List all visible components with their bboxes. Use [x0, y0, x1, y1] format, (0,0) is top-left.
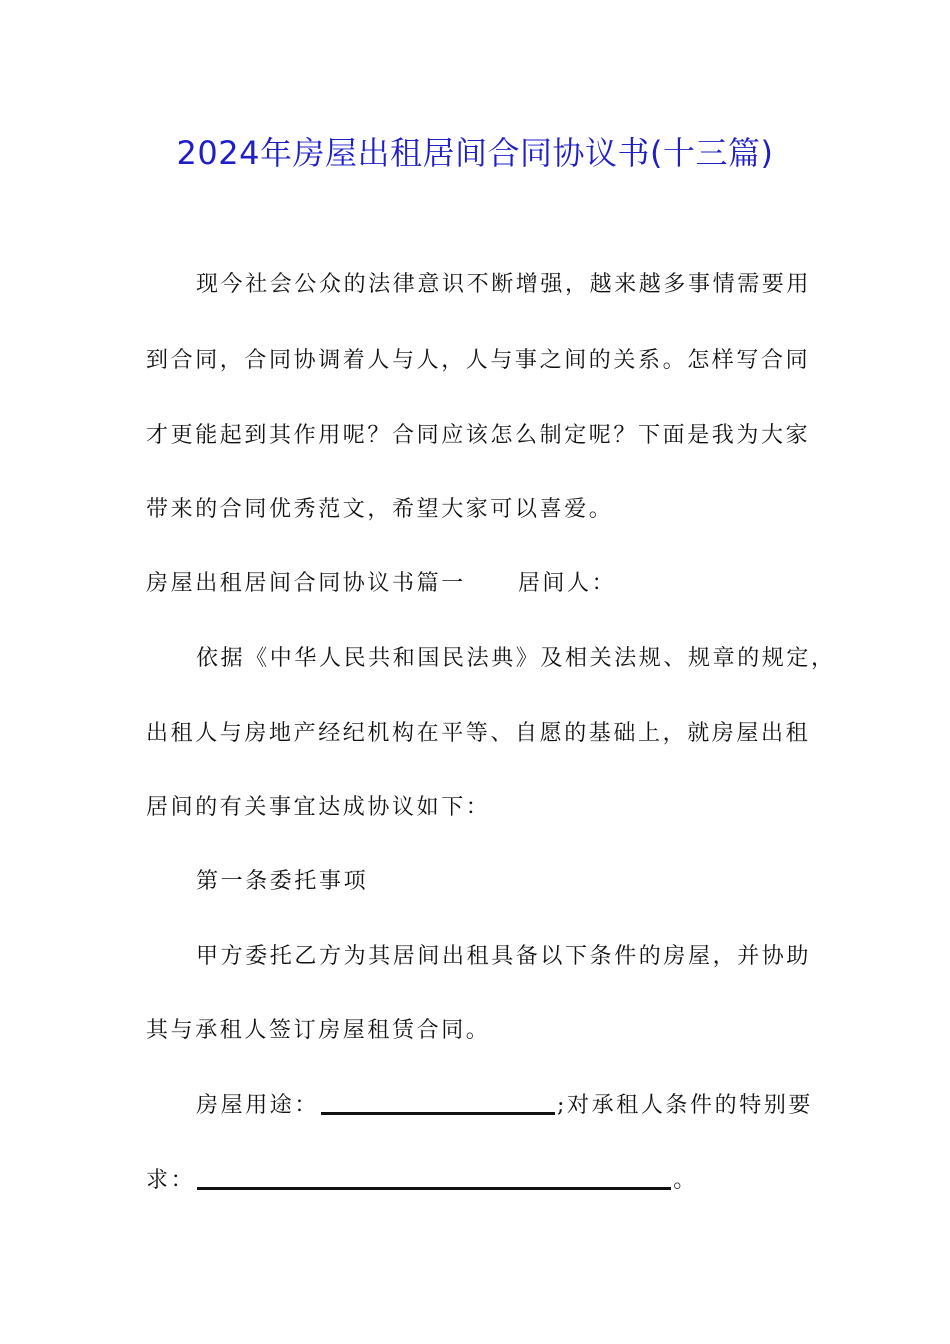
requirement-blank[interactable]: [197, 1165, 671, 1190]
chapter-heading-line: [146, 564, 616, 604]
requirement-label: 求：: [146, 1168, 196, 1193]
requirement-line: [146, 1161, 698, 1201]
intro-line-4: 带来的合同优秀范文，希望大家可以喜爱。: [146, 497, 614, 522]
party-label: 居间人：: [517, 571, 617, 596]
basis-line-3: 居间的有关事宜达成协议如下：: [146, 795, 491, 820]
document-title: 2024年房屋出租居间合同协议书(十三篇): [176, 134, 774, 172]
article1-heading: 第一条委托事项: [196, 869, 369, 894]
intro-line-2: 到合同，合同协调着人与人，人与事之间的关系。怎样写合同: [146, 348, 811, 373]
usage-label: 房屋用途：: [196, 1093, 320, 1118]
usage-line: [196, 1086, 813, 1126]
article1-line-1: 甲方委托乙方为其居间出租具备以下条件的房屋，并协助: [196, 944, 812, 969]
basis-line-1: 依据《中华人民共和国民法典》及相关法规、规章的规定，: [196, 646, 836, 671]
usage-after: ;对承租人条件的特别要: [557, 1093, 814, 1118]
intro-line-3: 才更能起到其作用呢？合同应该怎么制定呢？下面是我为大家: [146, 423, 811, 448]
basis-line-2: 出租人与房地产经纪机构在平等、自愿的基础上，就房屋出租: [146, 721, 811, 746]
usage-blank[interactable]: [321, 1090, 555, 1115]
requirement-after: 。: [673, 1168, 698, 1193]
intro-line-1: 现今社会公众的法律意识不断增强，越来越多事情需要用: [196, 272, 812, 297]
article1-line-2: 其与承租人签订房屋租赁合同。: [146, 1018, 491, 1043]
chapter-heading: 房屋出租居间合同协议书篇一: [146, 571, 466, 596]
